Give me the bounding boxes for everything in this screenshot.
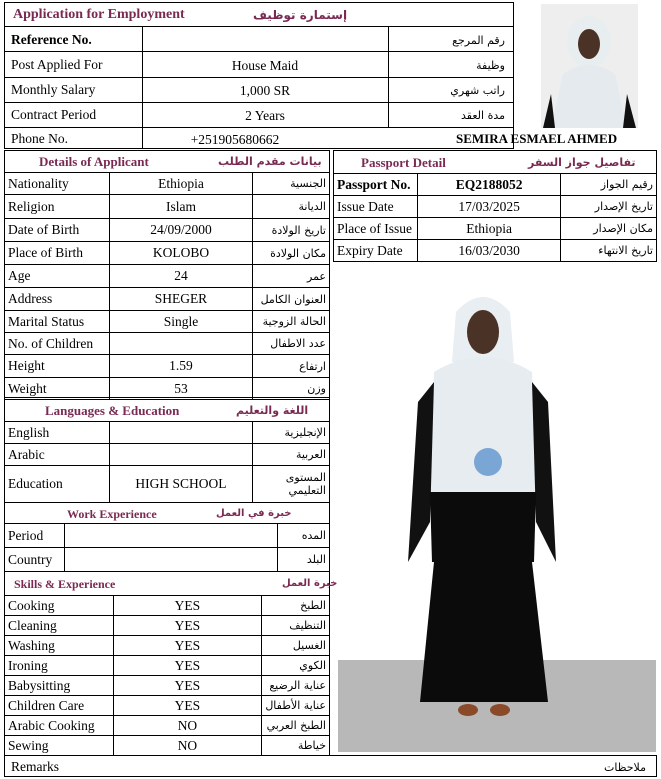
- ironing-label: Ironing: [5, 656, 114, 676]
- contract-value: 2 Years: [245, 108, 285, 123]
- height-label: Height: [5, 355, 110, 378]
- country-label-ar: البلد: [278, 548, 330, 572]
- table-row: [5, 311, 330, 333]
- dob-label-ar: تاريخ الولادة: [253, 219, 330, 242]
- details-title-ar: بيانات مقدم الطلب: [218, 155, 322, 168]
- sewing-label-ar: خياطة: [262, 736, 330, 756]
- phone-row: [4, 128, 514, 149]
- table-row: [5, 444, 330, 466]
- age-label: Age: [5, 265, 110, 288]
- place-of-issue-label: Place of Issue: [334, 218, 418, 240]
- table-row: [5, 466, 330, 503]
- age-value: 24: [109, 265, 252, 288]
- washing-value: YES: [113, 636, 262, 656]
- sewing-value: NO: [113, 736, 262, 756]
- table-row: [5, 173, 330, 195]
- table-row: [5, 265, 330, 288]
- children-value: [109, 333, 252, 355]
- languages-table: [4, 421, 330, 503]
- issue-date-value: 17/03/2025: [417, 196, 560, 218]
- period-label-ar: المده: [278, 524, 330, 548]
- passport-table: [333, 173, 657, 262]
- phone-value: +251905680662: [190, 132, 280, 147]
- ironing-value: YES: [113, 656, 262, 676]
- skills-title-en: Skills & Experience: [14, 577, 116, 591]
- table-row: [334, 174, 657, 196]
- table-row: [5, 378, 330, 400]
- issue-date-label-ar: تاريخ الإصدار: [561, 196, 657, 218]
- arabic-cooking-label-ar: الطبخ العربي: [262, 716, 330, 736]
- dob-value: 24/09/2000: [109, 219, 252, 242]
- english-label: English: [5, 422, 110, 444]
- expiry-date-label: Expiry Date: [334, 240, 418, 262]
- religion-value: Islam: [109, 195, 252, 219]
- table-row: [5, 355, 330, 378]
- form-title-en: Application for Employment: [13, 7, 185, 22]
- salary-label: Monthly Salary: [11, 82, 96, 97]
- children-care-value: YES: [113, 696, 262, 716]
- education-label-ar: المستوى التعليمي: [253, 466, 330, 503]
- nationality-label-ar: الجنسية: [253, 173, 330, 195]
- weight-value: 53: [109, 378, 252, 400]
- skills-title-ar: خبرة العمل: [282, 578, 338, 589]
- salary-value: 1,000 SR: [239, 83, 291, 98]
- height-value: 1.59: [109, 355, 252, 378]
- country-label: Country: [5, 548, 65, 572]
- babysitting-value: YES: [113, 676, 262, 696]
- passport-title-en: Passport Detail: [361, 155, 446, 170]
- babysitting-label-ar: عناية الرضيع: [262, 676, 330, 696]
- nationality-label: Nationality: [5, 173, 110, 195]
- post-value: House Maid: [231, 58, 299, 73]
- children-care-label: Children Care: [5, 696, 114, 716]
- table-row: [5, 242, 330, 265]
- height-label-ar: ارتفاع: [253, 355, 330, 378]
- details-table: [4, 172, 330, 400]
- remarks-row: [4, 755, 657, 777]
- religion-label-ar: الديانة: [253, 195, 330, 219]
- table-row: [5, 676, 330, 696]
- cooking-label-ar: الطبخ: [262, 596, 330, 616]
- post-label-ar: وظيفة: [476, 59, 505, 72]
- pob-value: KOLOBO: [109, 242, 252, 265]
- table-row: [5, 656, 330, 676]
- age-label-ar: عمر: [253, 265, 330, 288]
- top-info-block: [4, 26, 514, 128]
- weight-label: Weight: [5, 378, 110, 400]
- english-label-ar: الإنجليزية: [253, 422, 330, 444]
- reference-label: Reference No.: [11, 32, 92, 47]
- details-title-en: Details of Applicant: [39, 154, 149, 169]
- form-title-ar: إستمارة توظيف: [253, 8, 348, 22]
- pob-label: Place of Birth: [5, 242, 110, 265]
- remarks-label-ar: ملاحظات: [604, 761, 646, 774]
- children-care-label-ar: عناية الأطفال: [262, 696, 330, 716]
- table-row: [5, 548, 330, 572]
- table-row: [334, 196, 657, 218]
- washing-label-ar: الغسيل: [262, 636, 330, 656]
- expiry-date-label-ar: تاريخ الانتهاء: [561, 240, 657, 262]
- address-label-ar: العنوان الكامل: [253, 288, 330, 311]
- cleaning-label-ar: التنظيف: [262, 616, 330, 636]
- table-row: [5, 219, 330, 242]
- passport-no-value: EQ2188052: [417, 174, 560, 196]
- table-row: [5, 636, 330, 656]
- nationality-value: Ethiopia: [109, 173, 252, 195]
- sewing-label: Sewing: [5, 736, 114, 756]
- work-title-en: Work Experience: [67, 507, 157, 521]
- marital-label-ar: الحالة الزوجية: [253, 311, 330, 333]
- education-label: Education: [5, 466, 110, 503]
- religion-label: Religion: [5, 195, 110, 219]
- cooking-label: Cooking: [5, 596, 114, 616]
- applicant-name: SEMIRA ESMAEL AHMED: [456, 131, 618, 146]
- passport-no-label: Passport No.: [334, 174, 418, 196]
- period-label: Period: [5, 524, 65, 548]
- washing-label: Washing: [5, 636, 114, 656]
- table-row: [5, 736, 330, 756]
- babysitting-label: Babysitting: [5, 676, 114, 696]
- post-label: Post Applied For: [11, 57, 103, 72]
- reference-label-ar: رقم المرجع: [452, 34, 505, 47]
- table-row: [5, 195, 330, 219]
- address-value: SHEGER: [109, 288, 252, 311]
- pob-label-ar: مكان الولادة: [253, 242, 330, 265]
- children-label: No. of Children: [5, 333, 110, 355]
- table-row: [5, 288, 330, 311]
- skills-table: [4, 595, 330, 756]
- cooking-value: YES: [113, 596, 262, 616]
- expiry-date-value: 16/03/2030: [417, 240, 560, 262]
- table-row: [5, 696, 330, 716]
- arabic-label: Arabic: [5, 444, 110, 466]
- place-of-issue-label-ar: مكان الإصدار: [561, 218, 657, 240]
- salary-label-ar: راتب شهري: [450, 84, 505, 97]
- work-table: [4, 523, 330, 572]
- languages-title-ar: اللغة والتعليم: [236, 404, 309, 417]
- work-title-ar: خبرة في العمل: [216, 508, 292, 519]
- place-of-issue-value: Ethiopia: [417, 218, 560, 240]
- arabic-cooking-value: NO: [113, 716, 262, 736]
- table-row: [334, 240, 657, 262]
- marital-label: Marital Status: [5, 311, 110, 333]
- education-value: HIGH SCHOOL: [109, 466, 253, 503]
- table-row: [5, 616, 330, 636]
- arabic-label-ar: العربية: [253, 444, 330, 466]
- address-label: Address: [5, 288, 110, 311]
- english-value: [109, 422, 253, 444]
- period-value: [64, 524, 277, 548]
- table-row: [5, 422, 330, 444]
- table-row: [5, 524, 330, 548]
- cleaning-value: YES: [113, 616, 262, 636]
- remarks-label: Remarks: [11, 759, 59, 774]
- contract-label: Contract Period: [11, 107, 97, 122]
- arabic-value: [109, 444, 253, 466]
- marital-value: Single: [109, 311, 252, 333]
- table-row: [5, 333, 330, 355]
- form-header: [4, 2, 514, 27]
- country-value: [64, 548, 277, 572]
- phone-label: Phone No.: [11, 131, 68, 146]
- table-row: [334, 218, 657, 240]
- table-row: [5, 596, 330, 616]
- passport-title-ar: تفاصيل جواز السفر: [528, 156, 636, 169]
- weight-label-ar: وزن: [253, 378, 330, 400]
- cleaning-label: Cleaning: [5, 616, 114, 636]
- ironing-label-ar: الكوي: [262, 656, 330, 676]
- portrait-photo: [541, 4, 638, 128]
- passport-no-label-ar: رقيم الجواز: [561, 174, 657, 196]
- arabic-cooking-label: Arabic Cooking: [5, 716, 114, 736]
- issue-date-label: Issue Date: [334, 196, 418, 218]
- table-row: [5, 716, 330, 736]
- children-label-ar: عدد الاطفال: [253, 333, 330, 355]
- contract-label-ar: مدة العقد: [461, 109, 505, 122]
- full-body-photo: [338, 262, 656, 752]
- languages-title-en: Languages & Education: [45, 403, 180, 418]
- dob-label: Date of Birth: [5, 219, 110, 242]
